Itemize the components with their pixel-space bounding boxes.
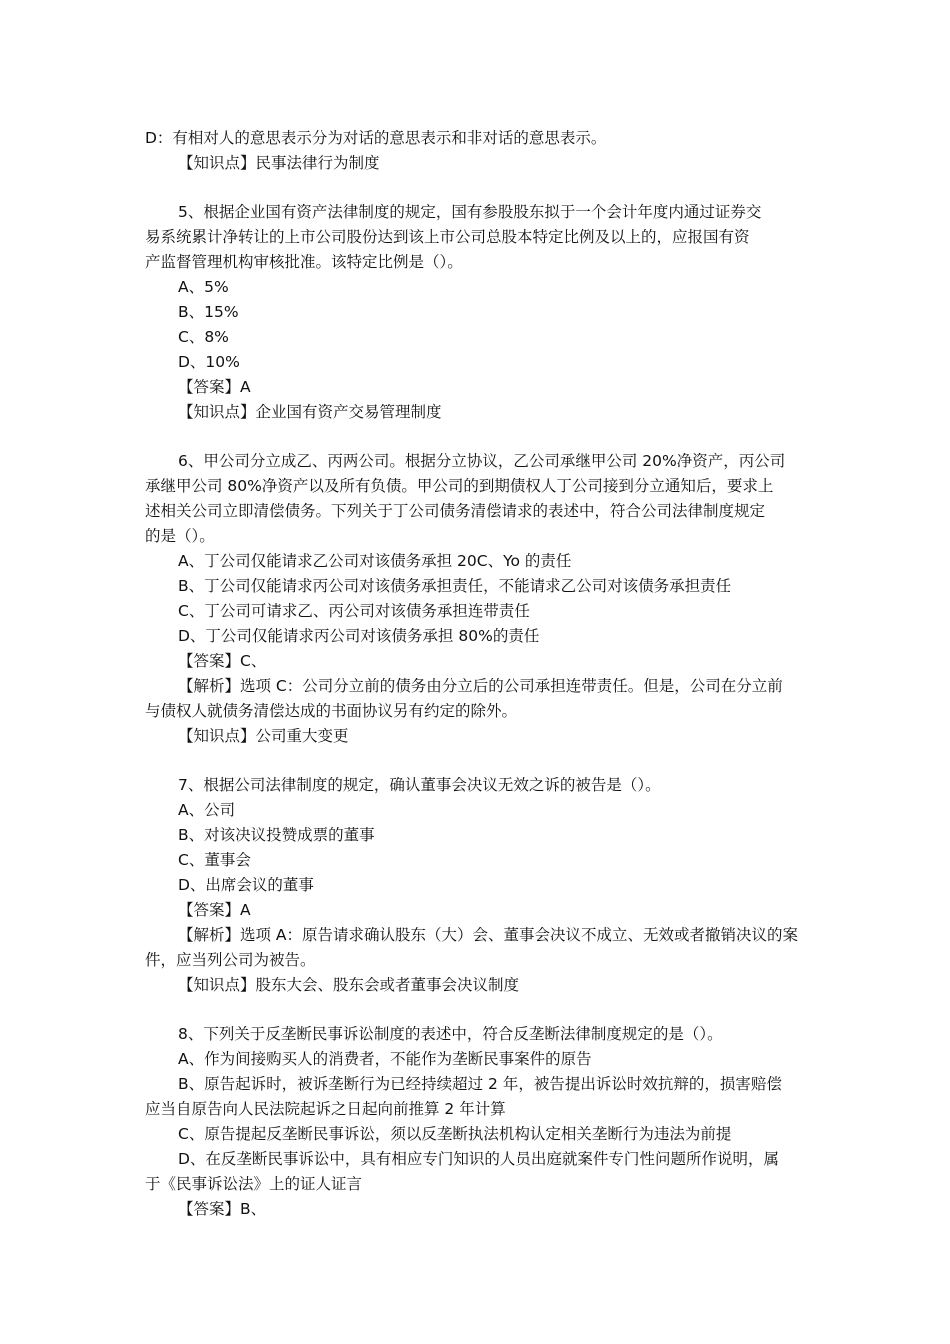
option-c: C、董事会 bbox=[178, 851, 251, 869]
answer: 【答案】C、 bbox=[178, 652, 267, 670]
text-line: 应当自原告向人民法院起诉之日起向前推算 2 年计算 bbox=[145, 1100, 506, 1118]
answer: 【答案】A bbox=[178, 901, 251, 919]
answer: 【答案】B、 bbox=[178, 1200, 267, 1218]
text-line: 件，应当列公司为被告。 bbox=[145, 951, 316, 969]
text-line: 于《民事诉讼法》上的证人证言 bbox=[145, 1175, 363, 1193]
option-d: D、10% bbox=[178, 353, 240, 371]
text-line: 易系统累计净转让的上市公司股份达到该上市公司总股本特定比例及以上的，应报国有资 bbox=[145, 228, 750, 246]
option-c: C、原告提起反垄断民事诉讼，须以反垄断执法机构认定相关垄断行为违法为前提 bbox=[178, 1125, 732, 1143]
option-d: D、出席会议的董事 bbox=[178, 876, 314, 894]
option-b: B、丁公司仅能请求丙公司对该债务承担责任，不能请求乙公司对该债务承担责任 bbox=[178, 577, 732, 595]
option-a: A、公司 bbox=[178, 801, 236, 819]
analysis: 【解析】选项 A：原告请求确认股东（大）会、董事会决议不成立、无效或者撤销决议的案 bbox=[178, 926, 799, 944]
knowledge-point: 【知识点】公司重大变更 bbox=[178, 727, 349, 745]
option-d: D、丁公司仅能请求丙公司对该债务承担 80%的责任 bbox=[178, 627, 540, 645]
question-7: 7、根据公司法律制度的规定，确认董事会决议无效之诉的被告是（）。 bbox=[178, 776, 661, 794]
text-line: 与债权人就债务清偿达成的书面协议另有约定的除外。 bbox=[145, 702, 518, 720]
option-a: A、5% bbox=[178, 278, 229, 296]
question-8: 8、下列关于反垄断民事诉讼制度的表述中，符合反垄断法律制度规定的是（）。 bbox=[178, 1025, 723, 1043]
text-line: 产监督管理机构审核批准。该特定比例是（）。 bbox=[145, 253, 463, 271]
analysis: 【解析】选项 C：公司分立前的债务由分立后的公司承担连带责任。但是，公司在分立前 bbox=[178, 677, 783, 695]
option-b: B、原告起诉时，被诉垄断行为已经持续超过 2 年，被告提出诉讼时效抗辩的，损害赔偿 bbox=[178, 1075, 782, 1093]
option-c: C、丁公司可请求乙、丙公司对该债务承担连带责任 bbox=[178, 602, 530, 620]
option-b: B、对该决议投赞成票的董事 bbox=[178, 826, 375, 844]
text-line: 的是（）。 bbox=[145, 527, 215, 545]
question-6: 6、甲公司分立成乙、丙两公司。根据分立协议，乙公司承继甲公司 20%净资产，丙公司 bbox=[178, 452, 786, 470]
text-line: 述相关公司立即清偿债务。下列关于丁公司债务清偿请求的表述中，符合公司法律制度规定 bbox=[145, 502, 766, 520]
answer: 【答案】A bbox=[178, 378, 251, 396]
option-a: A、丁公司仅能请求乙公司对该债务承担 20C、Yo 的责任 bbox=[178, 552, 572, 570]
text-line: 承继甲公司 80%净资产以及所有负债。甲公司的到期债权人丁公司接到分立通知后，要求上 bbox=[145, 477, 774, 495]
option-c: C、8% bbox=[178, 328, 229, 346]
knowledge-point: 【知识点】民事法律行为制度 bbox=[178, 154, 380, 172]
knowledge-point: 【知识点】企业国有资产交易管理制度 bbox=[178, 403, 442, 421]
option-d: D、在反垄断民事诉讼中，具有相应专门知识的人员出庭就案件专门性问题所作说明，属 bbox=[178, 1150, 779, 1168]
question-5: 5、根据企业国有资产法律制度的规定，国有参股股东拟于一个会计年度内通过证券交 bbox=[178, 203, 762, 221]
option-b: B、15% bbox=[178, 303, 239, 321]
option-a: A、作为间接购买人的消费者，不能作为垄断民事案件的原告 bbox=[178, 1050, 592, 1068]
text-line: D：有相对人的意思表示分为对话的意思表示和非对话的意思表示。 bbox=[145, 129, 607, 147]
knowledge-point: 【知识点】股东大会、股东会或者董事会决议制度 bbox=[178, 976, 520, 994]
